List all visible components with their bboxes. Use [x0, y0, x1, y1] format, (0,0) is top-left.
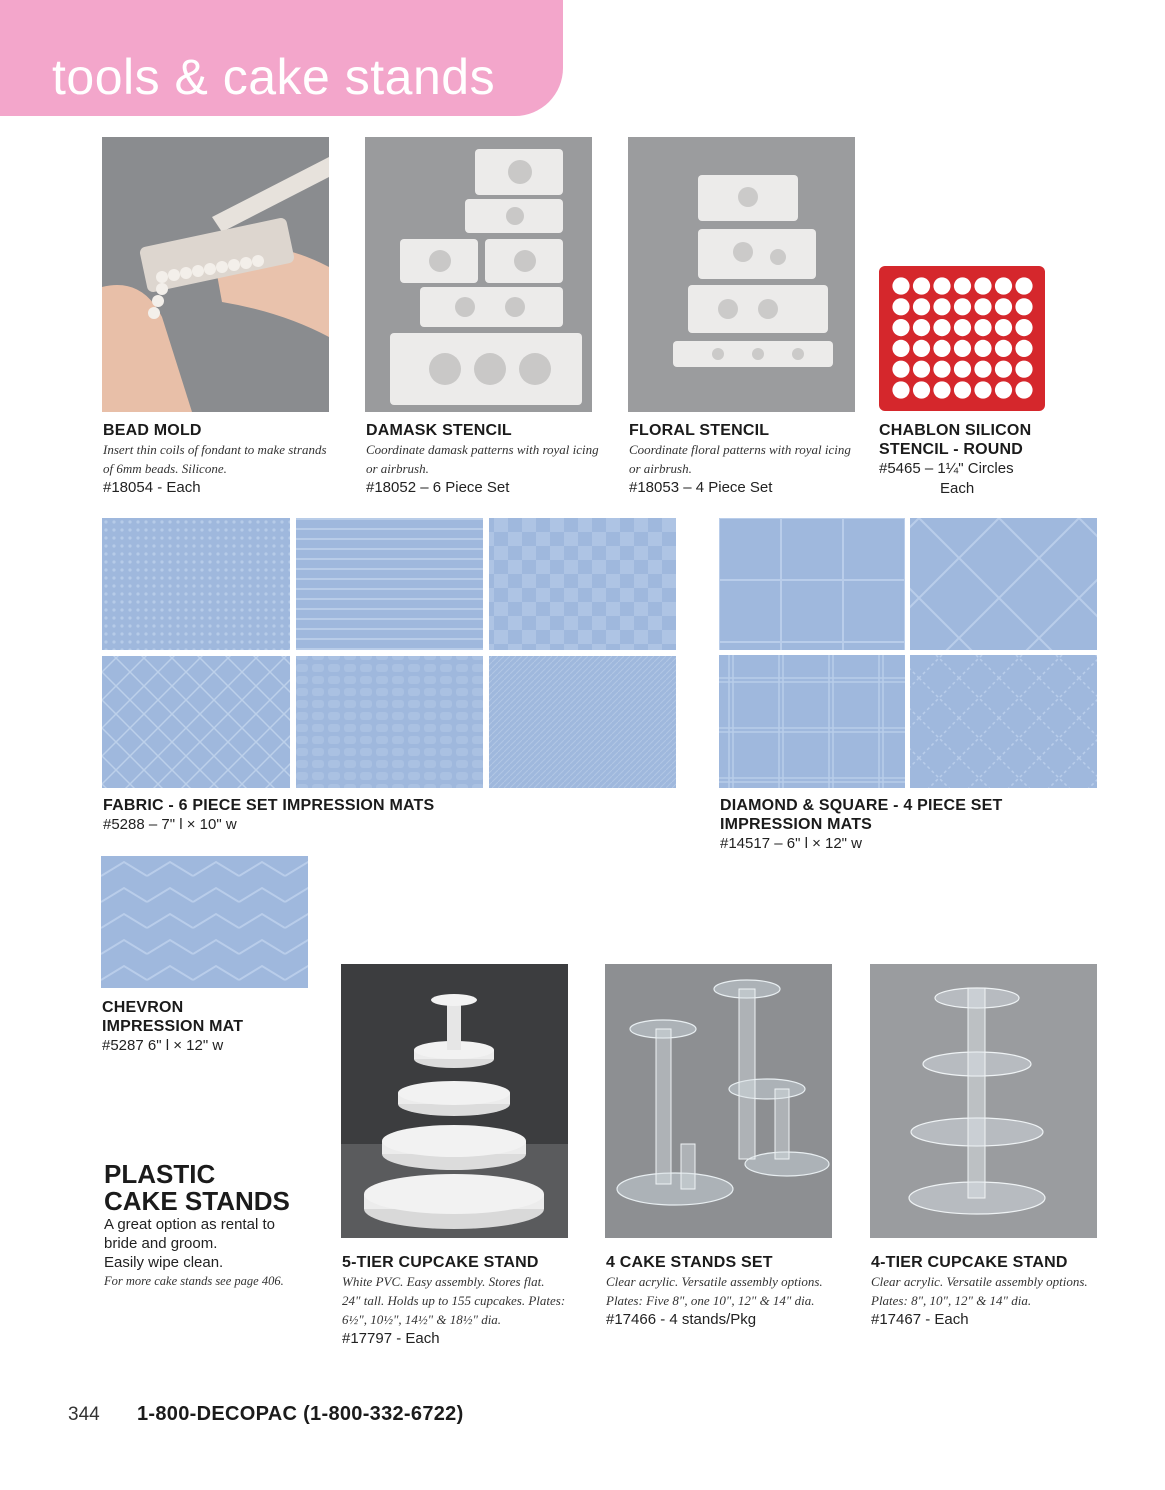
stencil-hole [954, 381, 971, 398]
floral-stencil-photo [628, 137, 855, 412]
five-tier-desc-1: White PVC. Easy assembly. Stores flat. [342, 1274, 545, 1289]
stencil-hole [995, 340, 1012, 357]
stencil-hole [974, 319, 991, 336]
bead-mold-photo [102, 137, 329, 412]
diamond-title-2: IMPRESSION MATS [720, 816, 873, 833]
floral-title: FLORAL STENCIL [629, 422, 770, 439]
four-tier-stand-photo [870, 964, 1097, 1238]
stencil-hole [913, 340, 930, 357]
chablon-sku: #5465 – 1¼" Circles [879, 460, 1014, 477]
floral-desc: Coordinate floral patterns with royal icing or airbrush. [629, 442, 851, 476]
stencil-hole [954, 298, 971, 315]
chablon-stencil-photo [879, 266, 1045, 411]
damask-caption [366, 421, 606, 498]
plastic-line-3: Easily wipe clean. [104, 1254, 224, 1271]
plastic-note: For more cake stands see page 406. [104, 1274, 284, 1288]
bead-mold-title: BEAD MOLD [103, 422, 202, 439]
fabric-mats-grid [102, 518, 676, 788]
chevron-sku: #5287 6" l × 12" w [102, 1037, 224, 1054]
chablon-title-2: STENCIL - ROUND [879, 441, 1024, 458]
four-stands-photo [605, 964, 832, 1238]
plastic-line-2: bride and groom. [104, 1235, 218, 1252]
stencil-hole [892, 340, 909, 357]
stencil-hole [892, 277, 909, 294]
stencil-hole [954, 319, 971, 336]
diamond-title-1: DIAMOND & SQUARE - 4 PIECE SET [720, 797, 1003, 814]
stencil-hole [954, 277, 971, 294]
stencil-hole [1015, 340, 1032, 357]
four-tier-caption [871, 1253, 1131, 1330]
stencil-hole [954, 361, 971, 378]
stencil-hole [933, 340, 950, 357]
chevron-title-2: IMPRESSION MAT [102, 1018, 244, 1035]
five-tier-stand-photo [341, 964, 568, 1238]
stencil-hole [974, 277, 991, 294]
stencil-hole [974, 381, 991, 398]
fabric-sku: #5288 – 7" l × 10" w [103, 816, 237, 833]
stencil-hole [995, 298, 1012, 315]
stencil-hole [974, 361, 991, 378]
stencil-hole [995, 277, 1012, 294]
chablon-sku-each: Each [940, 480, 975, 497]
four-tier-desc-1: Clear acrylic. Versatile assembly options. [871, 1274, 1088, 1289]
stencil-hole [892, 298, 909, 315]
stencil-hole [892, 319, 909, 336]
fabric-caption [103, 796, 603, 835]
bead-mold-caption [103, 421, 333, 498]
chablon-title-1: CHABLON SILICON [879, 422, 1032, 439]
plastic-cake-stands-block [104, 1161, 334, 1291]
stencil-hole [1015, 277, 1032, 294]
plastic-title-1: PLASTIC [104, 1159, 216, 1189]
four-stands-sku: #17466 - 4 stands/Pkg [606, 1311, 757, 1328]
stencil-hole [913, 298, 930, 315]
five-tier-desc-3: 6½", 10½", 14½" & 18½" dia. [342, 1312, 502, 1327]
five-tier-desc-2: 24" tall. Holds up to 155 cupcakes. Plates: [342, 1293, 566, 1308]
plastic-line-1: A great option as rental to [104, 1216, 275, 1233]
page-number: 344 [68, 1404, 100, 1425]
damask-desc: Coordinate damask patterns with royal icing or airbrush. [366, 442, 599, 476]
five-tier-title: 5-TIER CUPCAKE STAND [342, 1254, 539, 1271]
chevron-mat-photo [101, 856, 308, 988]
four-tier-desc-2: Plates: 8", 10", 12" & 14" dia. [871, 1293, 1032, 1308]
stencil-hole [913, 381, 930, 398]
diamond-sku: #14517 – 6" l × 12" w [720, 835, 863, 852]
bead-mold-desc: Insert thin coils of fondant to make strands of 6mm beads. Silicone. [103, 442, 327, 476]
stencil-hole [913, 319, 930, 336]
floral-sku: #18053 – 4 Piece Set [629, 479, 773, 496]
four-tier-title: 4-TIER CUPCAKE STAND [871, 1254, 1068, 1271]
stencil-hole [1015, 381, 1032, 398]
stencil-hole [995, 361, 1012, 378]
stencil-hole [933, 319, 950, 336]
stencil-hole [1015, 361, 1032, 378]
chablon-caption [879, 421, 1079, 499]
damask-stencil-photo [365, 137, 592, 412]
four-stands-title: 4 CAKE STANDS SET [606, 1254, 773, 1271]
stencil-hole [974, 340, 991, 357]
stencil-hole [933, 381, 950, 398]
fabric-title: FABRIC - 6 PIECE SET IMPRESSION MATS [103, 797, 435, 814]
stencil-hole [995, 381, 1012, 398]
four-stands-desc-1: Clear acrylic. Versatile assembly options. [606, 1274, 823, 1289]
stencil-hole [995, 319, 1012, 336]
damask-title: DAMASK STENCIL [366, 422, 512, 439]
stencil-hole [913, 277, 930, 294]
five-tier-sku: #17797 - Each [342, 1330, 440, 1347]
five-tier-caption [342, 1253, 602, 1349]
damask-sku: #18052 – 6 Piece Set [366, 479, 510, 496]
stencil-hole [933, 298, 950, 315]
plastic-title-2: CAKE STANDS [104, 1186, 290, 1216]
floral-caption [629, 421, 857, 498]
chevron-title-1: CHEVRON [102, 999, 184, 1016]
stencil-hole [933, 277, 950, 294]
bead-mold-sku: #18054 - Each [103, 479, 201, 496]
stencil-hole [954, 340, 971, 357]
stencil-hole [974, 298, 991, 315]
four-stands-desc-2: Plates: Five 8", one 10", 12" & 14" dia. [606, 1293, 815, 1308]
footer-phone: 1-800-DECOPAC (1-800-332-6722) [137, 1403, 464, 1425]
stencil-hole [1015, 319, 1032, 336]
stencil-hole [1015, 298, 1032, 315]
page-title: tools & cake stands [52, 49, 496, 105]
four-tier-sku: #17467 - Each [871, 1311, 969, 1328]
stencil-hole [892, 361, 909, 378]
four-stands-caption [606, 1253, 866, 1330]
diamond-caption [720, 796, 1100, 854]
stencil-hole [913, 361, 930, 378]
stencil-hole [892, 381, 909, 398]
stencil-hole [933, 361, 950, 378]
diamond-mats-grid [719, 518, 1097, 788]
chevron-caption [102, 998, 322, 1056]
